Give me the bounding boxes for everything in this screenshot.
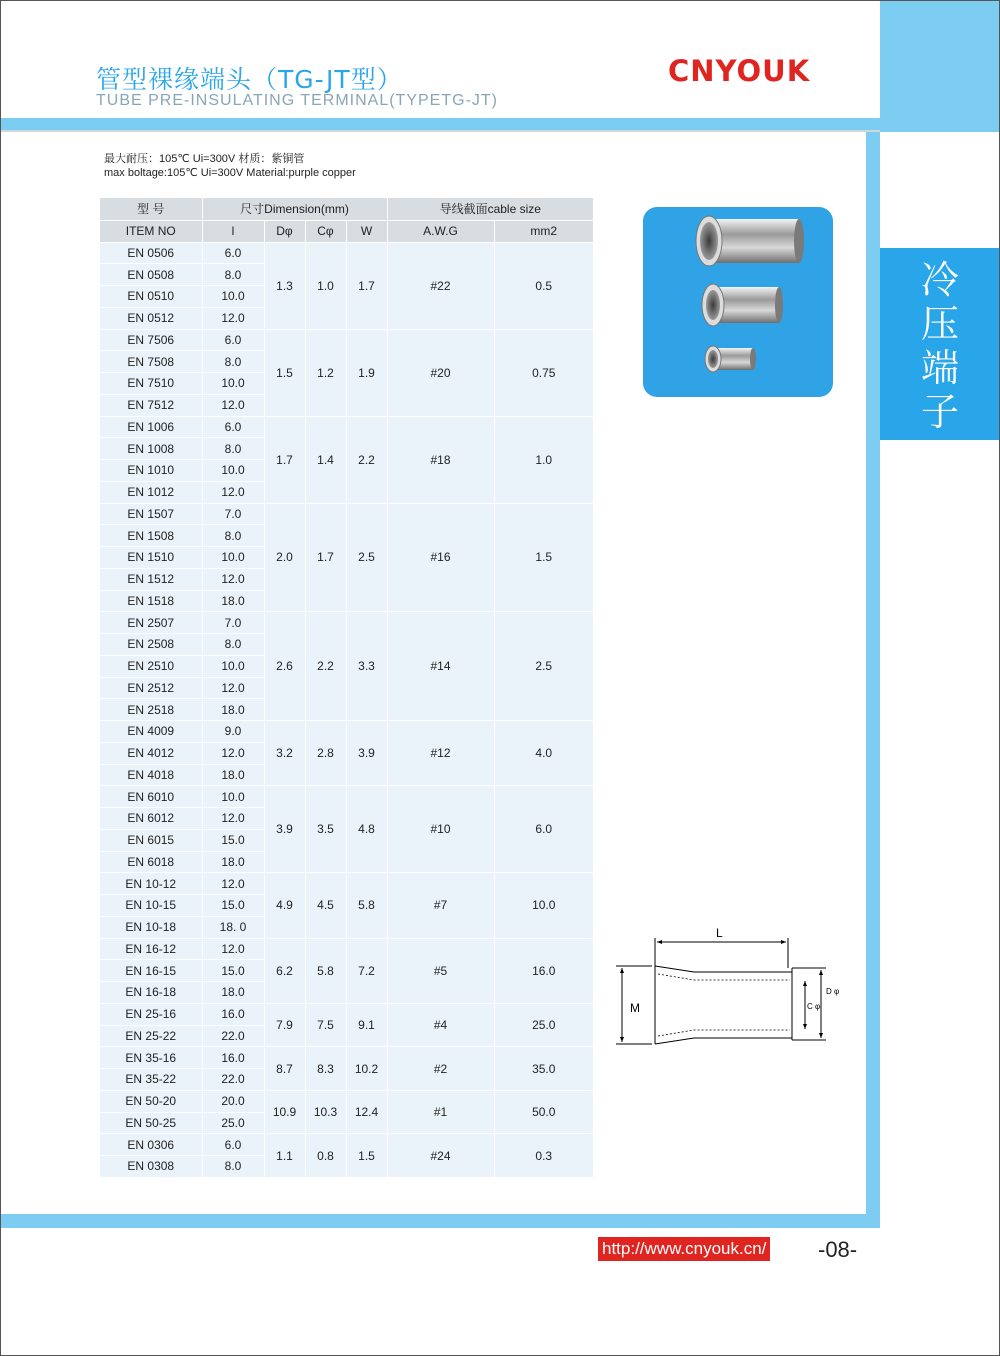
table-row: [100, 721, 593, 743]
diameter-c-cell: 1.0: [305, 242, 346, 329]
item-no-cell: EN 10-18: [100, 916, 202, 938]
mm2-cell: 0.75: [494, 329, 593, 416]
length-cell: 18.0: [202, 851, 264, 873]
length-cell: 8.0: [202, 438, 264, 460]
awg-cell: #18: [387, 416, 494, 503]
length-cell: 10.0: [202, 547, 264, 569]
item-no-cell: EN 4009: [100, 721, 202, 743]
width-w-cell: 1.9: [346, 329, 387, 416]
diameter-d-cell: 1.1: [264, 1134, 305, 1178]
item-no-cell: EN 0306: [100, 1134, 202, 1156]
length-cell: 22.0: [202, 1025, 264, 1047]
item-no-cell: EN 7508: [100, 351, 202, 373]
dimension-diagram: [612, 928, 842, 1053]
length-cell: 12.0: [202, 677, 264, 699]
table-row: [100, 1047, 593, 1069]
item-no-cell: EN 7510: [100, 373, 202, 395]
width-w-cell: 2.5: [346, 503, 387, 612]
width-w-cell: 1.5: [346, 1134, 387, 1178]
table-row: [100, 786, 593, 808]
length-cell: 6.0: [202, 1134, 264, 1156]
length-cell: 18.0: [202, 590, 264, 612]
length-cell: 16.0: [202, 1047, 264, 1069]
diameter-d-cell: 4.9: [264, 873, 305, 938]
item-no-cell: EN 6018: [100, 851, 202, 873]
diameter-d-cell: 3.9: [264, 786, 305, 873]
length-cell: 18. 0: [202, 916, 264, 938]
awg-cell: #14: [387, 612, 494, 721]
mm2-cell: 4.0: [494, 721, 593, 786]
length-cell: 12.0: [202, 481, 264, 503]
page-title: 管型裸缘端头（TG-JT型）: [96, 65, 403, 94]
item-no-cell: EN 2508: [100, 634, 202, 656]
item-no-cell: EN 7512: [100, 394, 202, 416]
ferrule-small: [705, 346, 756, 372]
spec-line-cn: 最大耐压：105℃ Ui=300V 材质：紫铜管: [104, 153, 305, 165]
diameter-c-cell: 0.8: [305, 1134, 346, 1178]
width-w-cell: 3.9: [346, 721, 387, 786]
length-cell: 12.0: [202, 394, 264, 416]
spec-table: [100, 198, 593, 1178]
col-head-cable: 导线截面cable size: [387, 198, 593, 220]
diameter-c-cell: 10.3: [305, 1090, 346, 1134]
diameter-d-cell: 1.7: [264, 416, 305, 503]
diagram-label-l: L: [716, 928, 723, 940]
table-row: [100, 1134, 593, 1156]
diameter-c-cell: 3.5: [305, 786, 346, 873]
diameter-d-cell: 7.9: [264, 1003, 305, 1047]
length-cell: 10.0: [202, 786, 264, 808]
table-row: [100, 416, 593, 438]
item-no-cell: EN 6010: [100, 786, 202, 808]
header-rule-shadow: [0, 130, 880, 132]
item-no-cell: EN 2518: [100, 699, 202, 721]
item-no-cell: EN 16-12: [100, 938, 202, 960]
item-no-cell: EN 25-16: [100, 1003, 202, 1025]
awg-cell: #5: [387, 938, 494, 1003]
item-no-cell: EN 50-25: [100, 1112, 202, 1134]
awg-cell: #1: [387, 1090, 494, 1134]
item-no-cell: EN 0308: [100, 1156, 202, 1178]
table-row: [100, 1003, 593, 1025]
col-head-l: l: [202, 220, 264, 242]
length-cell: 12.0: [202, 742, 264, 764]
col-head-model: 型 号: [100, 198, 202, 220]
length-cell: 15.0: [202, 960, 264, 982]
item-no-cell: EN 1012: [100, 481, 202, 503]
awg-cell: #7: [387, 873, 494, 938]
length-cell: 8.0: [202, 525, 264, 547]
item-no-cell: EN 1008: [100, 438, 202, 460]
item-no-cell: EN 4012: [100, 742, 202, 764]
diameter-d-cell: 10.9: [264, 1090, 305, 1134]
width-w-cell: 3.3: [346, 612, 387, 721]
item-no-cell: EN 6015: [100, 829, 202, 851]
item-no-cell: EN 1518: [100, 590, 202, 612]
mm2-cell: 2.5: [494, 612, 593, 721]
width-w-cell: 2.2: [346, 416, 387, 503]
width-w-cell: 5.8: [346, 873, 387, 938]
ferrule-medium: [702, 284, 783, 326]
mm2-cell: 0.3: [494, 1134, 593, 1178]
item-no-cell: EN 1510: [100, 547, 202, 569]
width-w-cell: 10.2: [346, 1047, 387, 1091]
item-no-cell: EN 2510: [100, 655, 202, 677]
item-no-cell: EN 0512: [100, 307, 202, 329]
content-right-rule: [866, 132, 880, 1217]
diameter-c-cell: 1.2: [305, 329, 346, 416]
item-no-cell: EN 16-18: [100, 982, 202, 1004]
table-row: [100, 1090, 593, 1112]
length-cell: 18.0: [202, 982, 264, 1004]
length-cell: 8.0: [202, 634, 264, 656]
width-w-cell: 9.1: [346, 1003, 387, 1047]
width-w-cell: 4.8: [346, 786, 387, 873]
mm2-cell: 16.0: [494, 938, 593, 1003]
brand-logo: CNYOUK: [668, 54, 811, 88]
diameter-d-cell: 1.3: [264, 242, 305, 329]
diameter-d-cell: 3.2: [264, 721, 305, 786]
item-no-cell: EN 0506: [100, 242, 202, 264]
page-subtitle: TUBE PRE-INSULATING TERMINAL(TYPETG-JT): [96, 92, 498, 109]
awg-cell: #12: [387, 721, 494, 786]
footer-rule: [0, 1214, 880, 1228]
item-no-cell: EN 7506: [100, 329, 202, 351]
section-tab: [880, 248, 1000, 440]
diameter-d-cell: 2.0: [264, 503, 305, 612]
product-photo: [643, 207, 833, 397]
length-cell: 12.0: [202, 307, 264, 329]
length-cell: 7.0: [202, 503, 264, 525]
mm2-cell: 1.0: [494, 416, 593, 503]
length-cell: 20.0: [202, 1090, 264, 1112]
col-head-dimension: 尺寸Dimension(mm): [202, 198, 387, 220]
table-row: [100, 329, 593, 351]
diagram-label-c: C φ: [807, 1002, 821, 1011]
length-cell: 8.0: [202, 351, 264, 373]
diameter-d-cell: 1.5: [264, 329, 305, 416]
table-row: [100, 938, 593, 960]
length-cell: 12.0: [202, 808, 264, 830]
mm2-cell: 50.0: [494, 1090, 593, 1134]
item-no-cell: EN 2507: [100, 612, 202, 634]
item-no-cell: EN 1512: [100, 568, 202, 590]
section-tab-char: 端: [920, 346, 959, 390]
col-head-awg: A.W.G: [387, 220, 494, 242]
item-no-cell: EN 1010: [100, 460, 202, 482]
length-cell: 10.0: [202, 373, 264, 395]
length-cell: 25.0: [202, 1112, 264, 1134]
item-no-cell: EN 10-12: [100, 873, 202, 895]
length-cell: 9.0: [202, 721, 264, 743]
diameter-c-cell: 2.8: [305, 721, 346, 786]
item-no-cell: EN 10-15: [100, 895, 202, 917]
item-no-cell: EN 2512: [100, 677, 202, 699]
item-no-cell: EN 50-20: [100, 1090, 202, 1112]
diameter-c-cell: 1.7: [305, 503, 346, 612]
item-no-cell: EN 25-22: [100, 1025, 202, 1047]
table-row: [100, 503, 593, 525]
length-cell: 18.0: [202, 764, 264, 786]
diagram-label-d: D φ: [826, 987, 840, 996]
length-cell: 15.0: [202, 829, 264, 851]
diameter-c-cell: 5.8: [305, 938, 346, 1003]
item-no-cell: EN 0508: [100, 264, 202, 286]
top-right-accent: [880, 0, 1000, 118]
length-cell: 6.0: [202, 329, 264, 351]
item-no-cell: EN 4018: [100, 764, 202, 786]
length-cell: 12.0: [202, 938, 264, 960]
mm2-cell: 25.0: [494, 1003, 593, 1047]
item-no-cell: EN 1507: [100, 503, 202, 525]
diameter-d-cell: 2.6: [264, 612, 305, 721]
diameter-c-cell: 2.2: [305, 612, 346, 721]
table-row: [100, 873, 593, 895]
length-cell: 10.0: [202, 460, 264, 482]
mm2-cell: 6.0: [494, 786, 593, 873]
item-no-cell: EN 1508: [100, 525, 202, 547]
col-head-mm2: mm2: [494, 220, 593, 242]
diameter-d-cell: 6.2: [264, 938, 305, 1003]
item-no-cell: EN 0510: [100, 286, 202, 308]
section-tab-char: 冷: [920, 258, 959, 302]
item-no-cell: EN 1006: [100, 416, 202, 438]
mm2-cell: 10.0: [494, 873, 593, 938]
item-no-cell: EN 16-15: [100, 960, 202, 982]
length-cell: 8.0: [202, 1156, 264, 1178]
item-no-cell: EN 35-16: [100, 1047, 202, 1069]
mm2-cell: 35.0: [494, 1047, 593, 1091]
diameter-c-cell: 1.4: [305, 416, 346, 503]
length-cell: 10.0: [202, 286, 264, 308]
item-no-cell: EN 35-22: [100, 1069, 202, 1091]
col-head-d: Dφ: [264, 220, 305, 242]
width-w-cell: 12.4: [346, 1090, 387, 1134]
length-cell: 12.0: [202, 568, 264, 590]
table-row: [100, 242, 593, 264]
length-cell: 15.0: [202, 895, 264, 917]
awg-cell: #20: [387, 329, 494, 416]
awg-cell: #2: [387, 1047, 494, 1091]
spec-note: [104, 152, 356, 180]
awg-cell: #16: [387, 503, 494, 612]
width-w-cell: 7.2: [346, 938, 387, 1003]
spec-table-body: [100, 242, 593, 1177]
length-cell: 6.0: [202, 416, 264, 438]
ferrule-photo-illustration: [643, 207, 833, 397]
awg-cell: #10: [387, 786, 494, 873]
diameter-d-cell: 8.7: [264, 1047, 305, 1091]
awg-cell: #4: [387, 1003, 494, 1047]
length-cell: 18.0: [202, 699, 264, 721]
mm2-cell: 1.5: [494, 503, 593, 612]
diagram-label-m: M: [630, 1001, 640, 1015]
length-cell: 16.0: [202, 1003, 264, 1025]
website-link[interactable]: http://www.cnyouk.cn/: [598, 1237, 770, 1261]
length-cell: 22.0: [202, 1069, 264, 1091]
diameter-c-cell: 4.5: [305, 873, 346, 938]
item-no-cell: EN 6012: [100, 808, 202, 830]
col-head-item: ITEM NO: [100, 220, 202, 242]
width-w-cell: 1.7: [346, 242, 387, 329]
awg-cell: #22: [387, 242, 494, 329]
spec-line-en: max boltage:105℃ Ui=300V Material:purple copper: [104, 167, 356, 179]
diameter-c-cell: 8.3: [305, 1047, 346, 1091]
diameter-c-cell: 7.5: [305, 1003, 346, 1047]
awg-cell: #24: [387, 1134, 494, 1178]
length-cell: 7.0: [202, 612, 264, 634]
section-tab-char: 子: [920, 390, 959, 434]
page-number: -08-: [818, 1237, 858, 1262]
length-cell: 12.0: [202, 873, 264, 895]
mm2-cell: 0.5: [494, 242, 593, 329]
length-cell: 8.0: [202, 264, 264, 286]
col-head-c: Cφ: [305, 220, 346, 242]
length-cell: 6.0: [202, 242, 264, 264]
col-head-w: W: [346, 220, 387, 242]
table-row: [100, 612, 593, 634]
ferrule-large: [696, 216, 804, 266]
section-tab-char: 压: [920, 302, 959, 346]
length-cell: 10.0: [202, 655, 264, 677]
